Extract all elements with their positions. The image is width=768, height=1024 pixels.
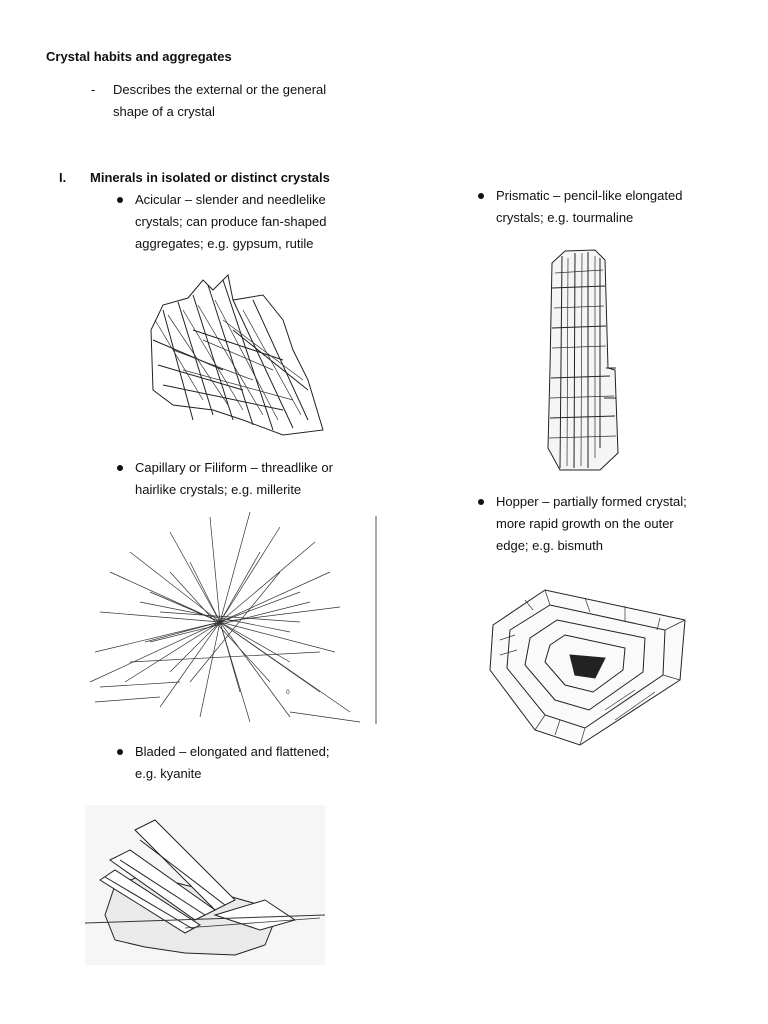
prismatic-line2: crystals; e.g. tourmaline (496, 210, 634, 225)
acicular-line1: Acicular – slender and needlelike (135, 192, 326, 207)
section-number: I. (59, 170, 67, 185)
acicular-line2: crystals; can produce fan-shaped (135, 214, 327, 229)
capillary-line2: hairlike crystals; e.g. millerite (135, 482, 302, 497)
hopper-line1: Hopper – partially formed crystal; (496, 494, 687, 509)
section-title: Minerals in isolated or distinct crystals (90, 170, 330, 185)
bullet-capillary (117, 465, 123, 471)
hopper-line3: edge; e.g. bismuth (496, 538, 603, 553)
acicular-line3: aggregates; e.g. gypsum, rutile (135, 236, 314, 251)
bullet-prismatic (478, 193, 484, 199)
capillary-line1: Capillary or Filiform – threadlike or (135, 460, 333, 475)
document-title: Crystal habits and aggregates (46, 49, 232, 64)
acicular-crystal-image (133, 270, 323, 440)
bladed-line2: e.g. kyanite (135, 766, 202, 781)
definition-text-line1: Describes the external or the general (113, 82, 327, 97)
svg-text:0: 0 (286, 689, 290, 696)
bladed-crystal-image (85, 805, 325, 965)
hopper-line2: more rapid growth on the outer (496, 516, 674, 531)
bullet-hopper (478, 499, 484, 505)
bladed-line1: Bladed – elongated and flattened; (135, 744, 330, 759)
definition-dash: - (91, 82, 96, 97)
prismatic-line1: Prismatic – pencil-like elongated (496, 188, 683, 203)
hopper-crystal-image (485, 580, 690, 750)
prismatic-crystal-image (540, 248, 625, 473)
bullet-bladed (117, 749, 123, 755)
capillary-crystal-image (90, 512, 380, 727)
bullet-acicular (117, 197, 123, 203)
definition-text-line2: shape of a crystal (113, 104, 215, 119)
